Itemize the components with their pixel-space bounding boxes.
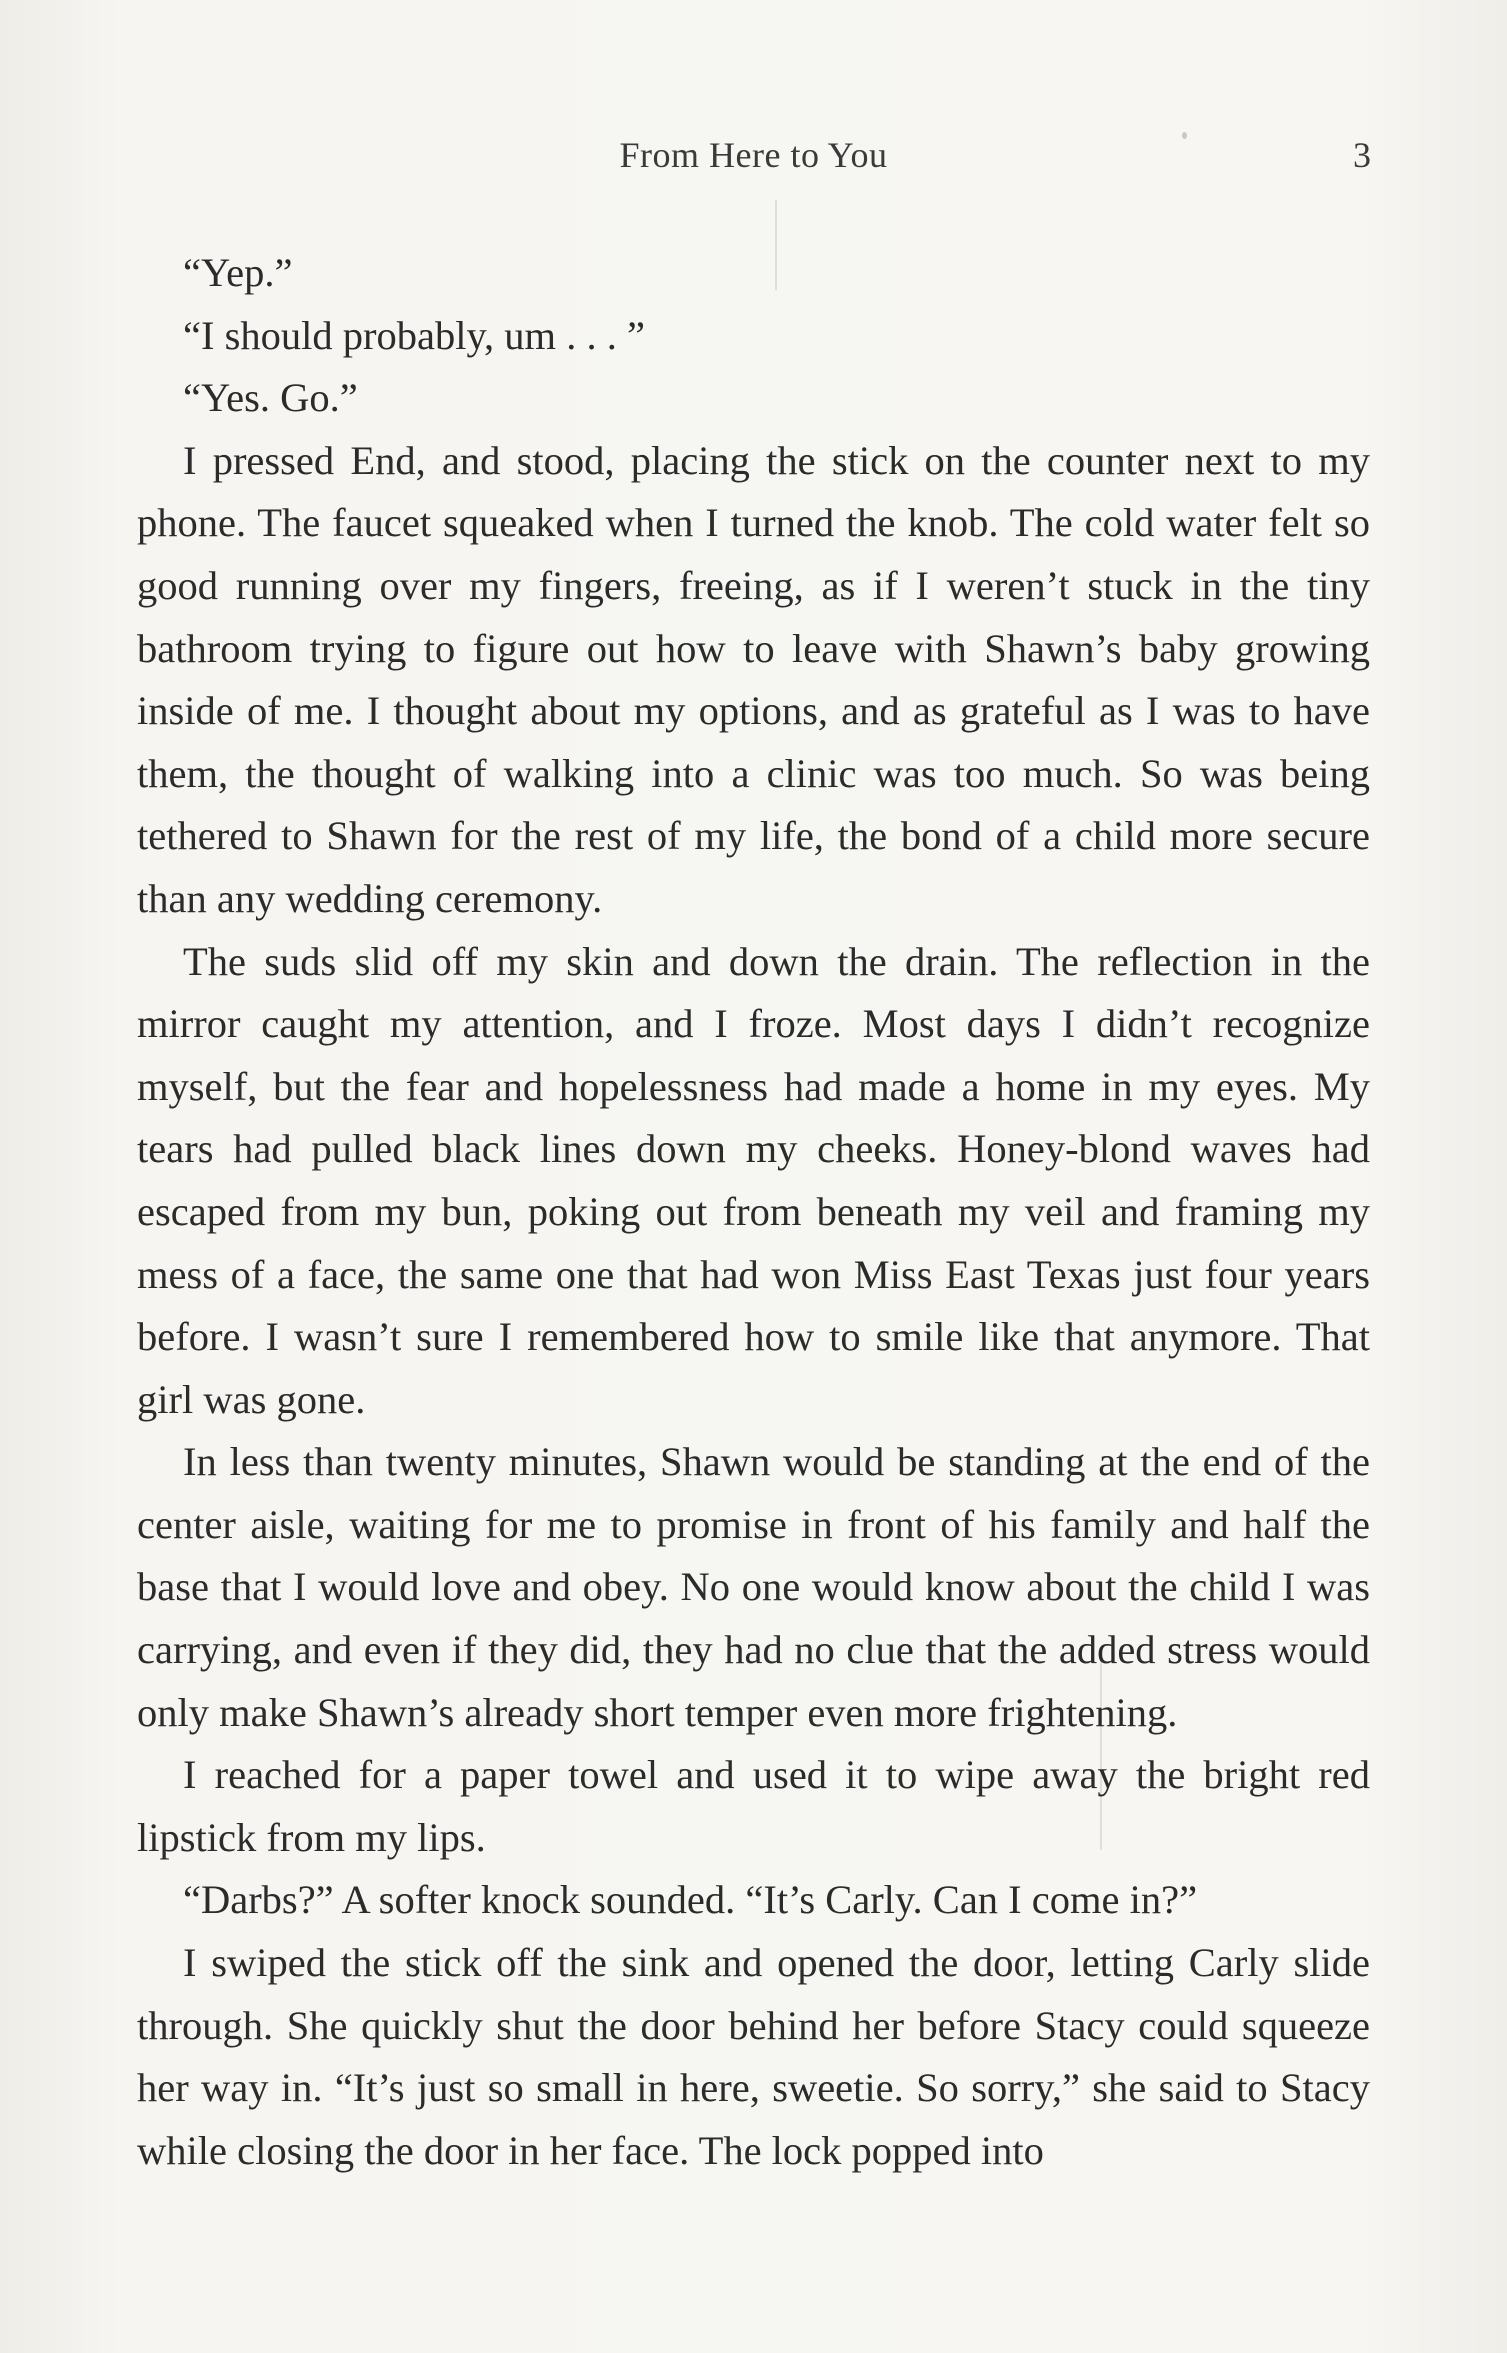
paragraph: “I should probably, um . . . ” — [183, 312, 645, 358]
paragraph: I swiped the stick off the sink and opened the door, letting Carly slide through. She quickly shut the door behind her before Stacy could squeeze her way in. “It’s just so small in here, sweetie. So sorry,” she said to Stacy while closing the door in her face. The lock popped into — [137, 1940, 1370, 2173]
running-head — [0, 134, 1507, 184]
paragraph: I pressed End, and stood, placing the stick on the counter next to my phone. The faucet squeaked when I turned the knob. The cold water felt so good running over my fingers, freeing, as if I weren’t stuck in the tiny bathroom trying to figure out how to leave with Shawn’s baby growing inside of me. I thought about my options, and as grateful as I was to have them, the thought of walking into a clinic was too much. So was being tethered to Shawn for the rest of my life, the bond of a child more secure than any wedding ceremony. — [137, 437, 1370, 921]
book-title: From Here to You — [619, 135, 888, 175]
body-text — [137, 242, 1370, 2182]
page-number: 3 — [1353, 135, 1371, 175]
paragraph: “Yes. Go.” — [183, 375, 358, 421]
paragraph: I reached for a paper towel and used it to wipe away the bright red lipstick from my lips. — [137, 1752, 1370, 1860]
paragraph: “Yep.” — [183, 250, 293, 295]
paragraph: In less than twenty minutes, Shawn would be standing at the end of the center aisle, waiting for me to promise in front of his family and half the base that I would love and obey. No one would know about the child I was carrying, and even if they did, they had no clue that the added stress would only make Shawn’s already short temper even more frightening. — [137, 1439, 1370, 1735]
paragraph: The suds slid off my skin and down the drain. The reflection in the mirror caught my attention, and I froze. Most days I didn’t recognize myself, but the fear and hopelessness had made a home in my eyes. My tears had pulled black lines down my cheeks. Honey-blond waves had escaped from my bun, poking out from beneath my veil and framing my mess of a face, the same one that had won Miss East Texas just four years before. I wasn’t sure I remembered how to smile like that anymore. That girl was gone. — [137, 938, 1370, 1422]
paragraph: “Darbs?” A softer knock sounded. “It’s Carly. Can I come in?” — [183, 1877, 1198, 1923]
